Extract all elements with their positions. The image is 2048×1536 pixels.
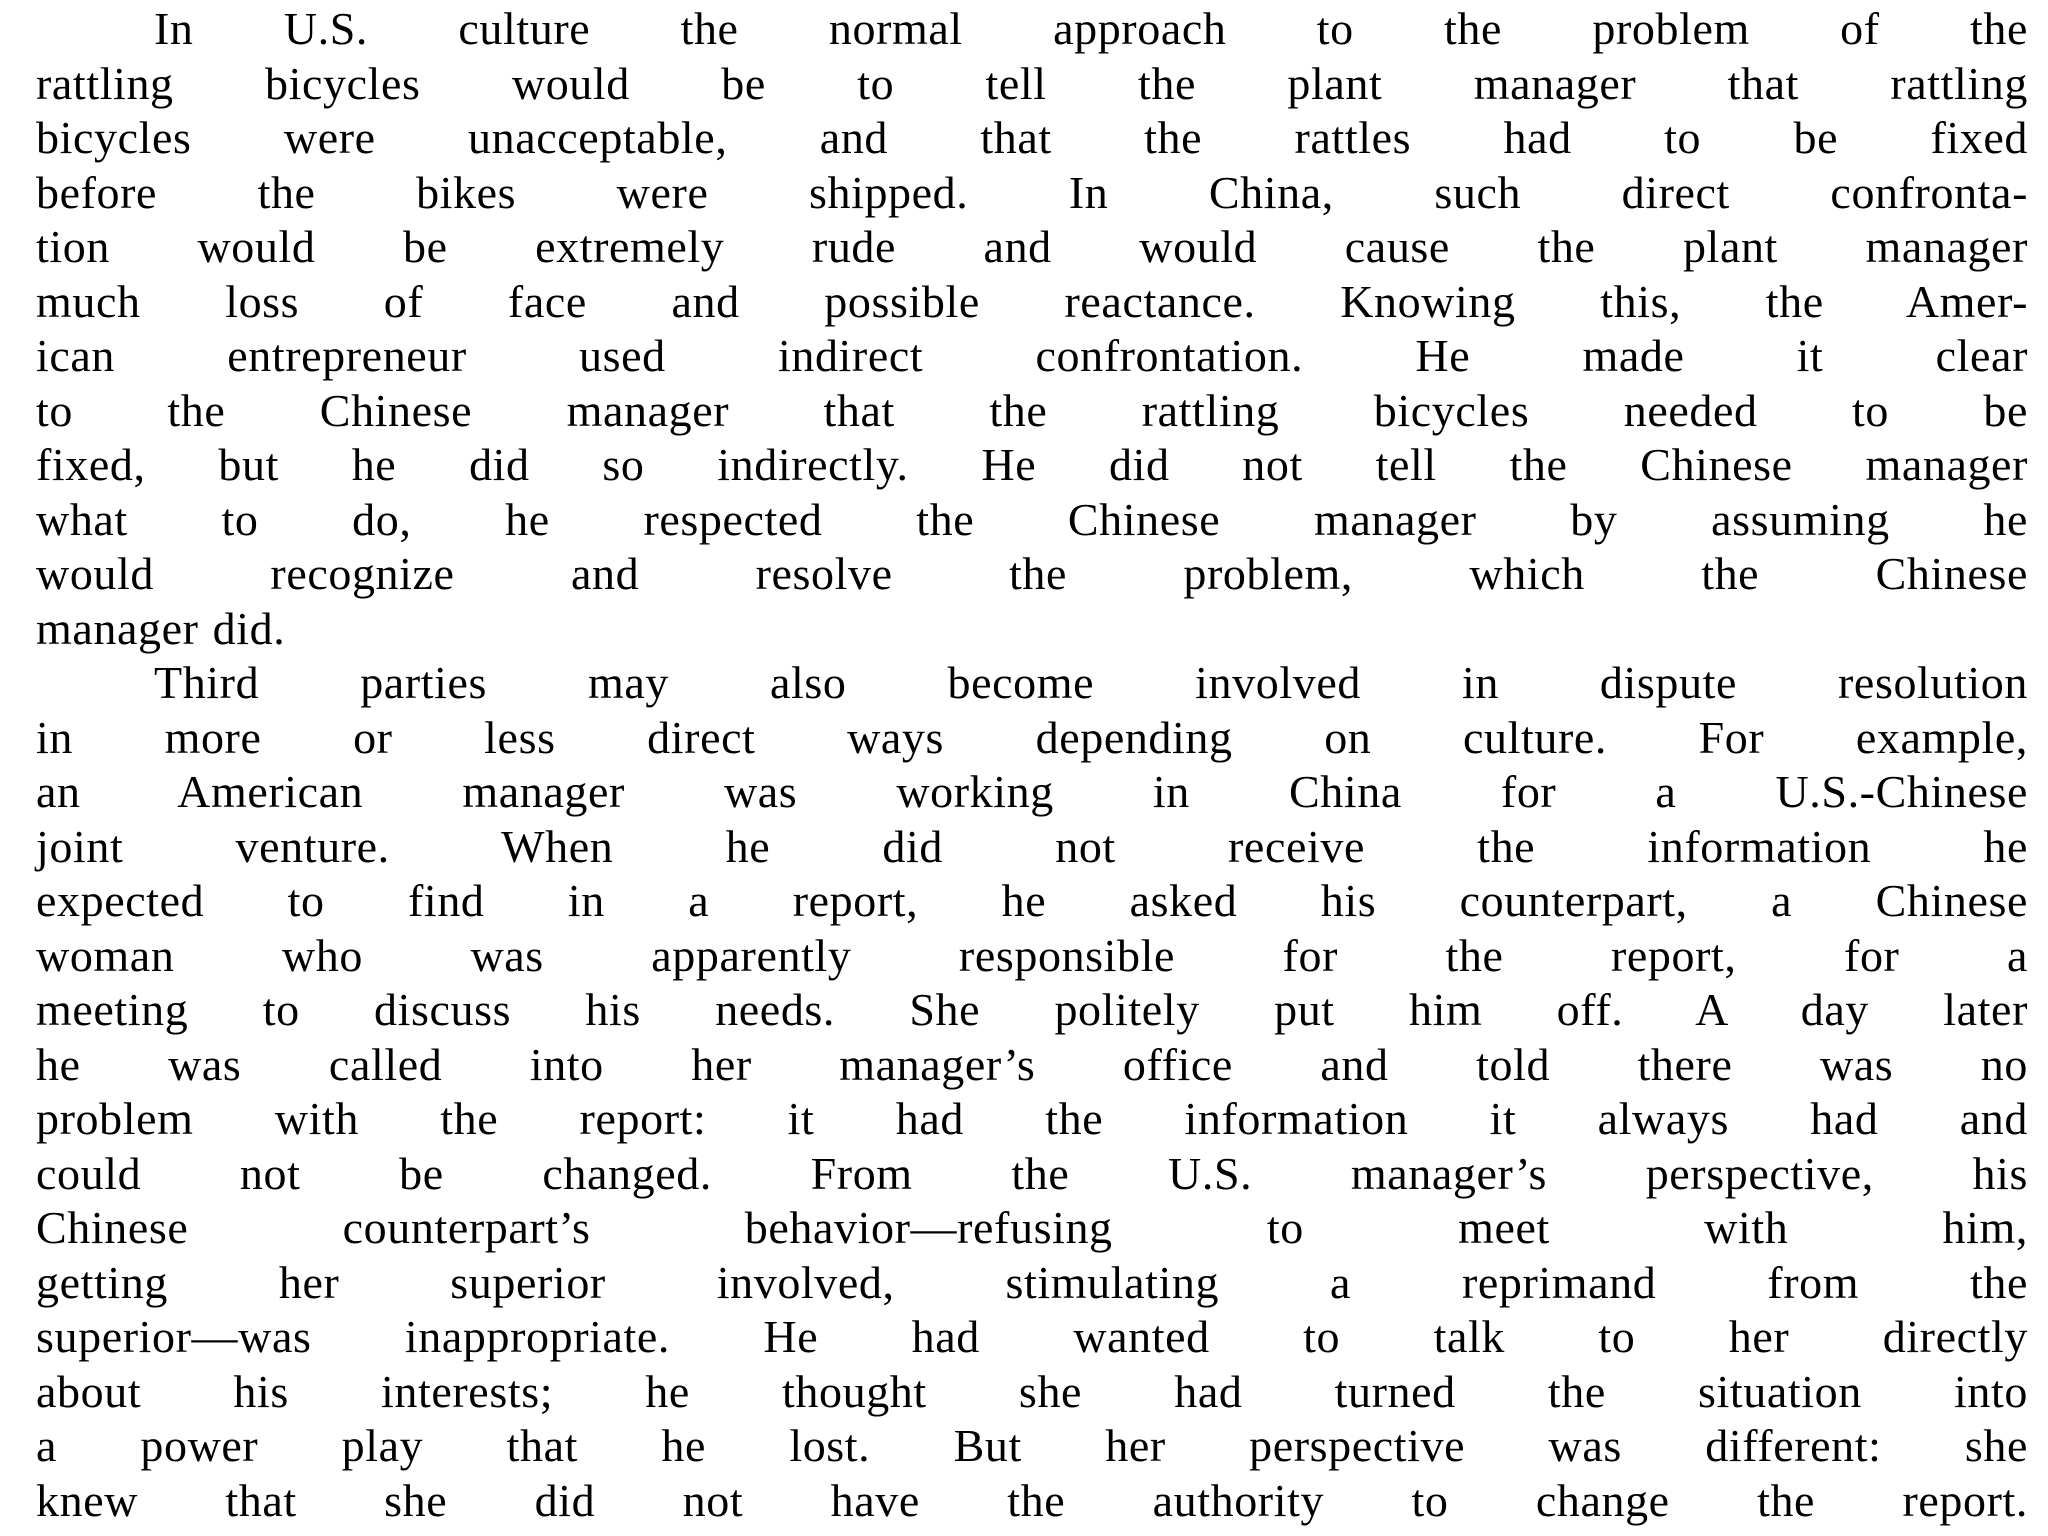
text-line: problem with the report: it had the information it always had and xyxy=(36,1093,2028,1144)
text-line: getting her superior involved, stimulating a reprimand from the xyxy=(36,1256,2028,1308)
text-line: In U.S. culture the normal approach to the problem of the xyxy=(154,3,2028,54)
text-line: in more or less direct ways depending on culture. For example, xyxy=(36,711,2028,763)
text-line: woman who was apparently responsible for the report, for a xyxy=(36,929,2028,981)
text-line: bicycles were unacceptable, and that the rattles had to be fixed xyxy=(36,112,2028,163)
text-line: would recognize and resolve the problem, which the Chinese xyxy=(36,548,2028,599)
text-line: about his interests; he thought she had turned the situation into xyxy=(36,1365,2028,1417)
text-line: before the bikes were shipped. In China, such direct confronta- xyxy=(36,166,2028,218)
paragraph-2 xyxy=(36,656,2028,1528)
text-line: ican entrepreneur used indirect confrontation. He made it clear xyxy=(36,330,2028,381)
text-line: rattling bicycles would be to tell the plant manager that rattling xyxy=(36,57,2028,109)
paragraph-1 xyxy=(36,2,2028,656)
text-line: joint venture. When he did not receive the information he xyxy=(36,820,2028,872)
text-line: expected to find in a report, he asked his counterpart, a Chinese xyxy=(36,875,2028,926)
text-line: a power play that he lost. But her perspective was different: she xyxy=(36,1420,2028,1471)
text-line: an American manager was working in China for a U.S.-Chinese xyxy=(36,766,2028,817)
text-line: tion would be extremely rude and would cause the plant manager xyxy=(36,221,2028,272)
text-line: what to do, he respected the Chinese manager by assuming he xyxy=(36,493,2028,545)
text-line: Third parties may also become involved in dispute resolution xyxy=(154,657,2028,708)
text-line: manager did. xyxy=(36,602,286,654)
text-line: much loss of face and possible reactance. Knowing this, the Amer- xyxy=(36,275,2028,327)
text-line: fixed, but he did so indirectly. He did not tell the Chinese manager xyxy=(36,439,2028,490)
text-line: superior—was inappropriate. He had wanted to talk to her directly xyxy=(36,1311,2028,1362)
text-line: meeting to discuss his needs. She politely put him off. A day later xyxy=(36,984,2028,1035)
text-line: he was called into her manager’s office and told there was no xyxy=(36,1038,2028,1090)
text-line: to the Chinese manager that the rattling bicycles needed to be xyxy=(36,384,2028,436)
text-line: knew that she did not have the authority to change the report. xyxy=(36,1474,2028,1526)
body-text xyxy=(36,2,2028,1528)
text-line: could not be changed. From the U.S. manager’s perspective, his xyxy=(36,1147,2028,1199)
text-line: Chinese counterpart’s behavior—refusing to meet with him, xyxy=(36,1202,2028,1253)
